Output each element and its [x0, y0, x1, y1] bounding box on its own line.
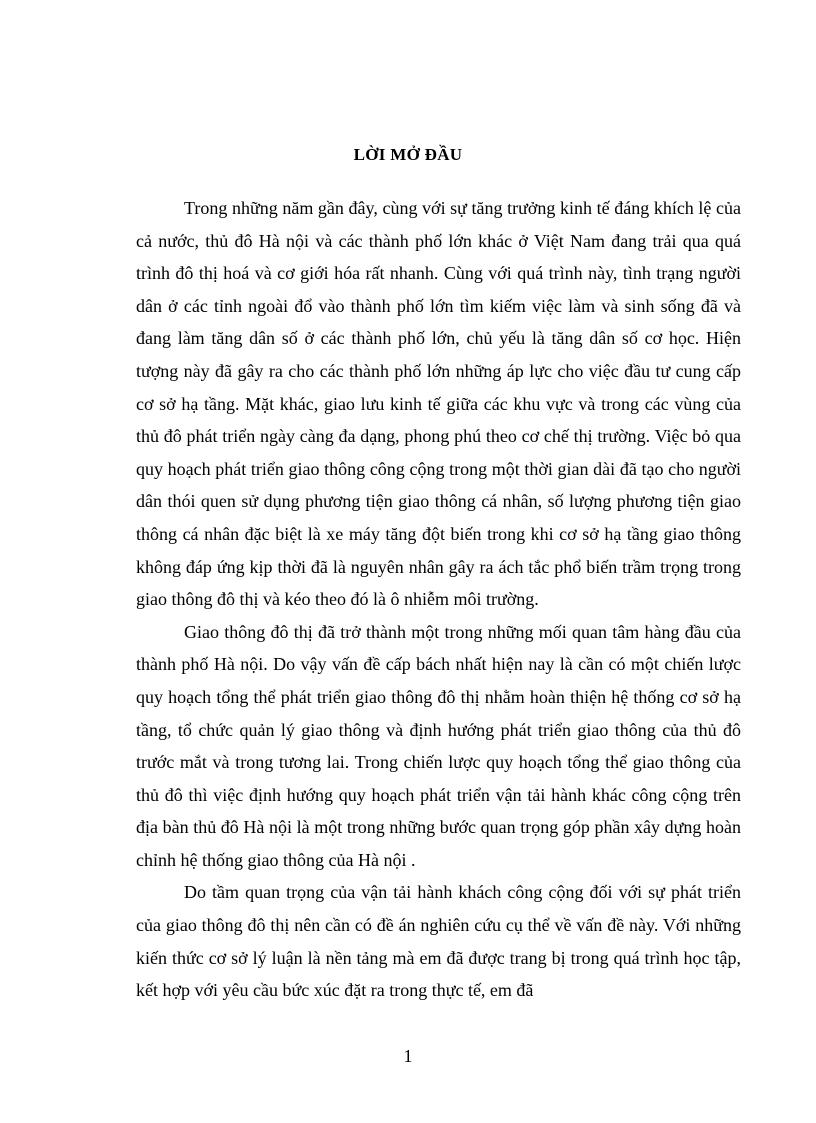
paragraph-2: Giao thông đô thị đã trở thành một trong những mối quan tâm hàng đầu của thành phố Hà nội. Do vậy vấn đề cấp bách nhất hiện nay là cần có một chiến lược quy hoạch tổng thể phát triển giao thông đô thị nhằm hoàn thiện hệ thống cơ sở hạ tầng, tổ chức quản lý giao thông và định hướng phát triển giao thông của thủ đô trước mắt và trong tương lai. Trong chiến lược quy hoạch tổng thể giao thông của thủ đô thì việc định hướng quy hoạch phát triển vận tải hành khác công cộng trên địa bàn thủ đô Hà nội là một trong những bước quan trọng góp phần xây dựng hoàn chỉnh hệ thống giao thông của Hà nội .	[136, 621, 741, 870]
page-number: 1	[403, 1046, 413, 1066]
paragraph-3: Do tầm quan trọng của vận tải hành khách công cộng đối với sự phát triển của giao thông đô thị nên cần có đề án nghiên cứu cụ thể về vấn đề này. Với những kiến thức cơ sở lý luận là nền tảng mà em đã được trang bị trong quá trình học tập, kết hợp với yêu cầu bức xúc đặt ra trong thực tế, em đã	[136, 882, 741, 1001]
paragraph-1: Trong những năm gần đây, cùng với sự tăng trưởng kinh tế đáng khích lệ của cả nước, thủ đô Hà nội và các thành phố lớn khác ở Việt Nam đang trải qua quá trình đô thị hoá và cơ giới hóa rất nhanh. Cùng với quá trình này, tình trạng người dân ở các tỉnh ngoài đổ vào thành phố lớn tìm kiếm việc làm và sinh sống đã và đang làm tăng dân số ở các thành phố lớn, chủ yếu là tăng dân số cơ học. Hiện tượng này đã gây ra cho các thành phố lớn những áp lực cho việc đầu tư cung cấp cơ sở hạ tầng. Mặt khác, giao lưu kinh tế giữa các khu vực và trong các vùng của thủ đô phát triển ngày càng đa dạng, phong phú theo cơ chế thị trường. Việc bỏ qua quy hoạch phát triển giao thông công cộng trong một thời gian dài đã tạo cho người dân thói quen sử dụng phương tiện giao thông cá nhân, số lượng phương tiện giao thông cá nhân đặc biệt là xe máy tăng đột biến trong khi cơ sở hạ tầng giao thông không đáp ứng kịp thời đã là nguyên nhân gây ra ách tắc phổ biến trầm trọng trong giao thông đô thị và kéo theo đó là ô nhiễm môi trường.	[136, 198, 741, 610]
body-text	[136, 192, 741, 1007]
page-title: LỜI MỞ ĐẦU	[353, 145, 463, 164]
